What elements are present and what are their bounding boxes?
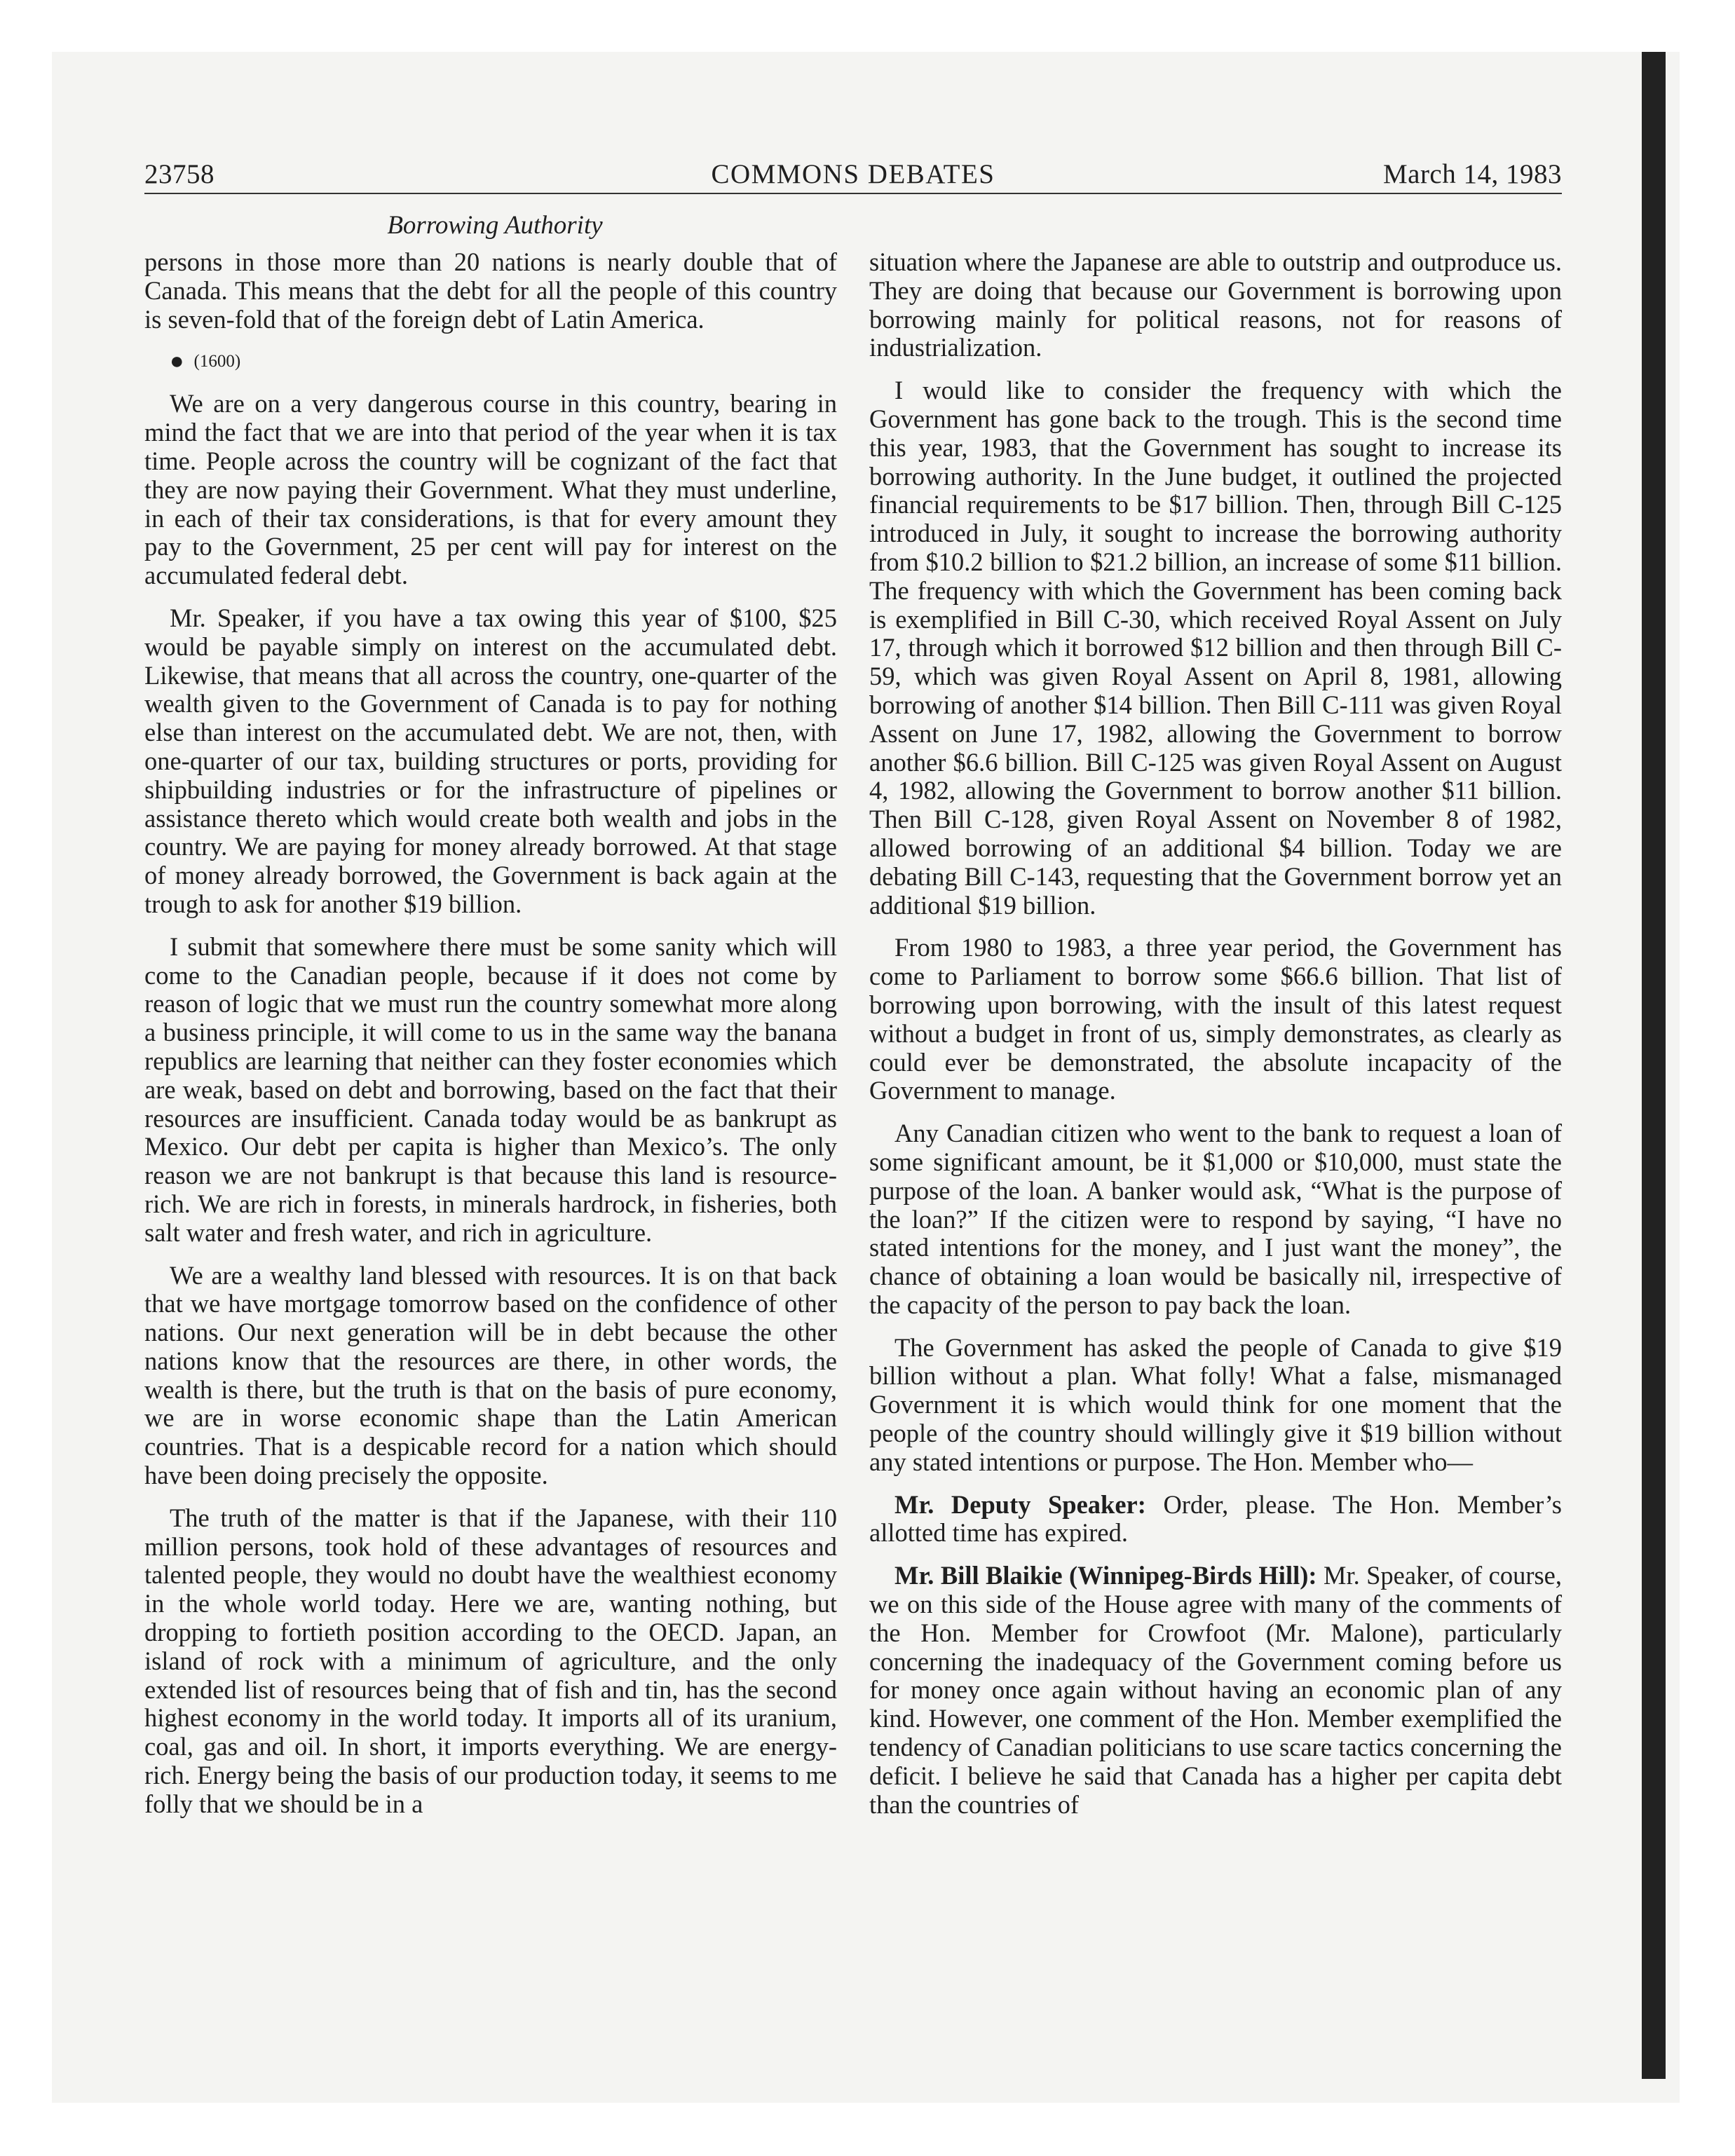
page-date: March 14, 1983	[1382, 159, 1562, 189]
paragraph: We are a wealthy land blessed with resources. It is on that back that we have mortgage tomorrow based on the confidence of other nations. Our next generation will be in debt because the other nations know that the resources are there, in other words, the wealth is there, but the truth is that on the basis of pure economy, we are in worse economic shape than the Latin American countries. That is a despicable record for a nation which should have been doing precisely the opposite.	[144, 1260, 837, 1490]
page-header	[144, 158, 1562, 193]
right-column	[869, 248, 1562, 1833]
paragraph: We are on a very dangerous course in this country, bearing in mind the fact that we are into that period of the year when it is tax time. People across the country will be cognizant of the fact that they are now paying their Government. What they must underline, in each of their tax considerations, is that for every amount they pay to the Government, 25 per cent will pay for interest on the accumulated federal debt.	[144, 389, 837, 590]
speech-blaikie	[869, 1562, 1562, 1819]
paragraph: Mr. Speaker, if you have a tax owing this year of $100, $25 would be payable simply on interest on the accumulated debt. Likewise, that means that all across the country, one-quarter of the wealth given to the Government of Canada is to pay for nothing else than interest on the accumulated debt. We are not, then, with one-quarter of our tax, building structures or ports, providing for shipbuilding industries or for the infrastructure of pipelines or assistance thereto which would create both wealth and jobs in the country. We are paying for money already borrowed. At that stage of money already borrowed, the Government is back again at the trough to ask for another $19 billion.	[144, 603, 837, 918]
time-stamp-text: (1600)	[193, 352, 241, 371]
paragraph: situation where the Japanese are able to outstrip and outproduce us. They are doing that because our Government is borrowing upon borrowing mainly for political reasons, not for reasons of industrialization.	[869, 247, 1562, 362]
paragraph: The truth of the matter is that if the Japanese, with their 110 million persons, took hold of these advantages of resources and talented people, they would no doubt have the wealthiest economy in the whole world today. Here we are, wanting nothing, but dropping to fortieth position according to the OECD. Japan, an island of rock with a minimum of agriculture, and the only extended list of resources being that of fish and tin, has the second highest economy in the world today. It imports all of its uranium, coal, gas and oil. In short, it imports everything. We are energy-rich. Energy being the basis of our production today, it seems to me folly that we should be in a	[144, 1503, 837, 1818]
speaker-name: Mr. Bill Blaikie (Winnipeg-Birds Hill):	[894, 1561, 1317, 1590]
left-column	[144, 248, 837, 1833]
page-number: 23758	[144, 159, 215, 189]
publication-title: COMMONS DEBATES	[711, 159, 995, 189]
scan-edge-shadow	[1642, 52, 1666, 2079]
time-stamp	[144, 348, 837, 376]
paragraph: persons in those more than 20 nations is nearly double that of Canada. This means that the debt for all the people of this country is seven-fold that of the foreign debt of Latin America.	[144, 247, 837, 334]
speech-text: Mr. Speaker, of course, we on this side of the House agree with many of the comments of the Hon. Member for Crowfoot (Mr. Malone), particularly concerning the inadequacy of the Government coming before us for money once again without having an economic plan of any kind. However, one comment of the Hon. Member exemplified the tendency of Canadian politicians to use scare tactics concerning the deficit. I believe he said that Canada has a higher per capita debt than the countries of	[869, 1561, 1563, 1819]
paragraph: The Government has asked the people of Canada to give $19 billion without a plan. What folly! What a false, mismanaged Government it is which would think for one moment that the people of the country should willingly give it $19 billion without any stated intentions or purpose. The Hon. Member who—	[869, 1332, 1562, 1476]
subject-heading: Borrowing Authority	[387, 211, 603, 240]
paragraph: I would like to consider the frequency with which the Government has gone back to the trough. This is the second time this year, 1983, that the Government has sought to increase its borrowing authority. In the June budget, it outlined the projected financial requirements to be $17 billion. Then, through Bill C-125 introduced in July, it sought to increase the borrowing authority from $10.2 billion to $21.2 billion, an increase of some $11 billion. The frequency with which the Government has been coming back is exemplified in Bill C-30, which received Royal Assent on July 17, through which it borrowed $12 billion and then through Bill C-59, which was given Royal Assent on April 8, 1981, allowing borrowing of another $14 billion. Then Bill C-111 was given Royal Assent on June 17, 1982, allowing the Government to borrow another $6.6 billion. Bill C-125 was given Royal Assent on August 4, 1982, allowing the Government to borrow another $11 billion. Then Bill C-128, given Royal Assent on November 8 of 1982, allowed borrowing of an additional $4 billion. Today we are debating Bill C-143, requesting that the Government borrow yet an additional $19 billion.	[869, 376, 1562, 920]
bullet-icon: ●	[170, 348, 184, 375]
speech-text: Order, please. The Hon. Member’s allotted time has expired.	[869, 1489, 1562, 1548]
paragraph: I submit that somewhere there must be some sanity which will come to the Canadian people, because if it does not come by reason of logic that we must run the country somewhat more along a business principle, it will come to us in the same way the banana republics are learning that neither can they foster economies which are weak, based on debt and borrowing, based on the fact that their resources are insufficient. Canada today would be as bankrupt as Mexico. Our debt per capita is higher than Mexico’s. The only reason we are not bankrupt is that because this land is resource-rich. We are rich in forests, in minerals hardrock, in fisheries, both salt water and fresh water, and rich in agriculture.	[144, 932, 837, 1247]
paragraph: From 1980 to 1983, a three year period, the Government has come to Parliament to borrow some $66.6 billion. That list of borrowing upon borrowing, with the insult of this latest request without a budget in front of us, simply demonstrates, as clearly as could ever be demonstrated, the absolute incapacity of the Government to manage.	[869, 933, 1562, 1105]
speech-deputy-speaker	[869, 1491, 1562, 1548]
paragraph: Any Canadian citizen who went to the bank to request a loan of some significant amount, be it $1,000 or $10,000, must state the purpose of the loan. A banker would ask, “What is the purpose of the loan?” If the citizen were to respond by saying, “I have no stated intentions for the money, and I just want the money”, the chance of obtaining a loan would be basically nil, irrespective of the capacity of the person to pay back the loan.	[869, 1119, 1562, 1319]
header-rule	[144, 193, 1562, 194]
speaker-name: Mr. Deputy Speaker:	[894, 1489, 1146, 1519]
